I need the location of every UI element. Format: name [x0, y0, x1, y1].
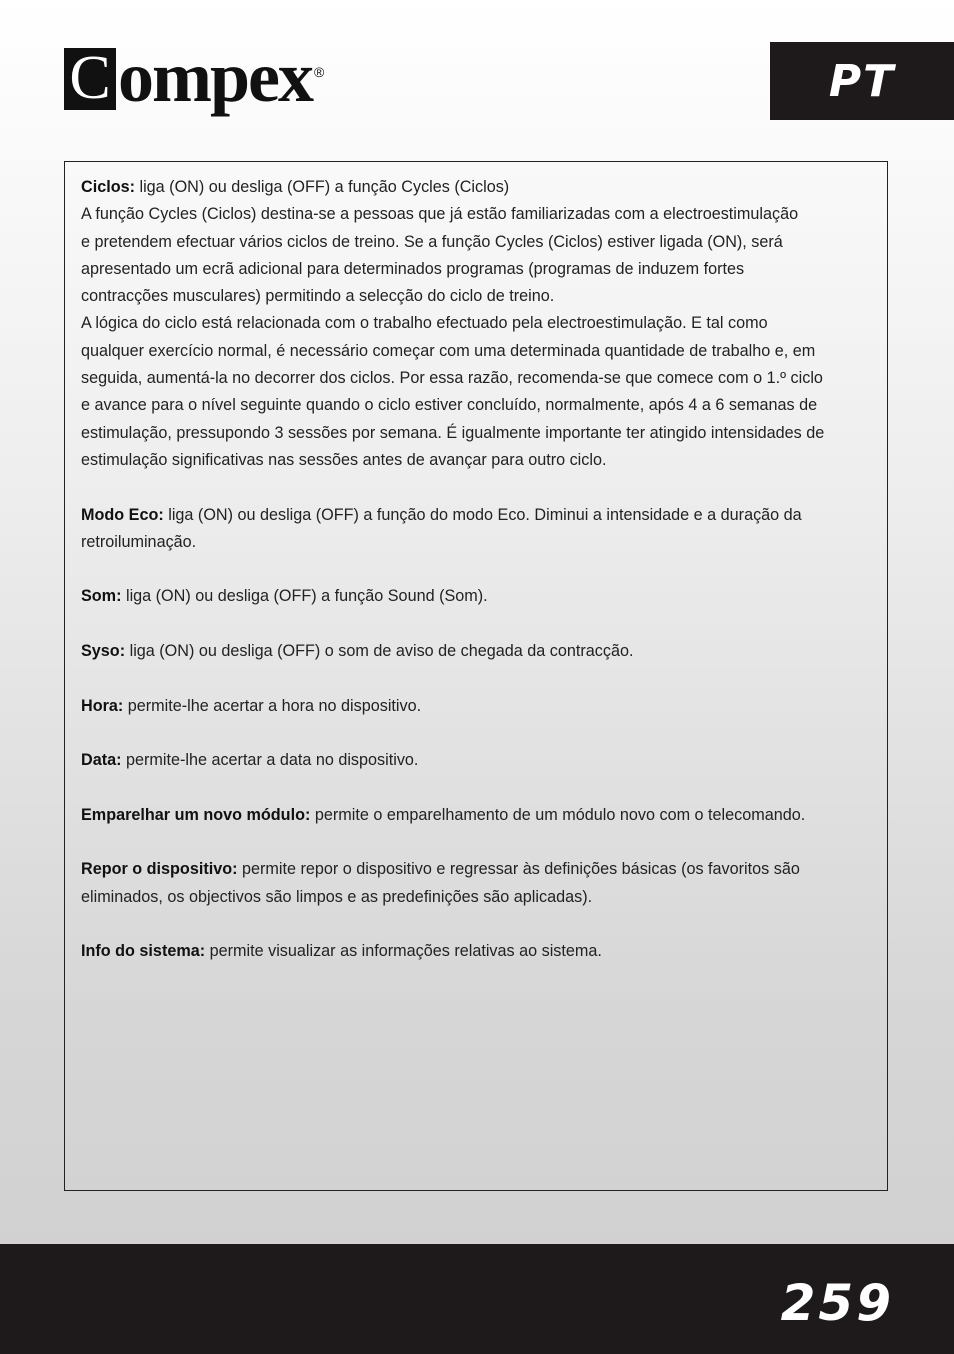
- ciclos-text-1: liga (ON) ou desliga (OFF) a função Cycles (Ciclos): [134, 178, 510, 196]
- logo-initial: C: [64, 48, 116, 110]
- ciclos-line-8: seguida, aumentá-la no decorrer dos ciclos. Por essa razão, recomenda-se que comece com o 1.º ciclo: [81, 369, 823, 388]
- compex-logo: [64, 37, 325, 117]
- info-term: Info do sistema:: [81, 942, 206, 961]
- hora-term: Hora:: [81, 696, 124, 715]
- modo-eco-line-1: [81, 502, 871, 529]
- emparelhar-line: [81, 802, 871, 829]
- modo-eco-text-1: liga (ON) ou desliga (OFF) a função do modo Eco. Diminui a intensidade e a duração da: [163, 505, 802, 524]
- syso-term: Syso:: [81, 642, 126, 661]
- language-badge: [770, 42, 954, 120]
- section-data: [81, 747, 871, 774]
- page-number: 259: [780, 1274, 894, 1332]
- som-line: [81, 583, 871, 610]
- section-modo-eco: [81, 502, 871, 557]
- info-line: [81, 938, 871, 965]
- logo-wordmark: ompex: [118, 37, 312, 117]
- repor-line-2: eliminados, os objectivos são limpos e as predefinições são aplicadas).: [81, 887, 593, 906]
- repor-text-1: permite repor o dispositivo e regressar às definições básicas (os favoritos são: [237, 860, 800, 879]
- data-text: permite-lhe acertar a data no dispositivo.: [121, 751, 419, 770]
- ciclos-line-4: apresentado um ecrã adicional para determinados programas (programas de induzem fortes: [81, 259, 745, 278]
- section-emparelhar: [81, 802, 871, 829]
- repor-term: Repor o dispositivo:: [81, 860, 238, 879]
- section-repor: [81, 856, 871, 911]
- ciclos-line-11: estimulação significativas nas sessões antes de avançar para outro ciclo.: [81, 450, 607, 469]
- footer-bar: [0, 1244, 954, 1354]
- ciclos-line-6: A lógica do ciclo está relacionada com o trabalho efectuado pela electroestimulação. E tal como: [81, 314, 768, 333]
- ciclos-line-5: contracções musculares) permitindo a selecção do ciclo de treino.: [81, 287, 555, 306]
- emparelhar-term: Emparelhar um novo módulo:: [81, 805, 311, 824]
- info-text: permite visualizar as informações relativas ao sistema.: [205, 942, 602, 961]
- ciclos-line-10: estimulação, pressupondo 3 sessões por semana. É igualmente importante ter atingido intensidades de: [81, 423, 825, 442]
- modo-eco-line-2: retroiluminação.: [81, 532, 197, 551]
- content-text: [65, 162, 887, 966]
- registered-mark: ®: [313, 64, 325, 80]
- content-panel: [64, 161, 888, 1191]
- ciclos-line-9: e avance para o nível seguinte quando o ciclo estiver concluído, normalmente, após 4 a 6 semanas de: [81, 396, 818, 415]
- syso-line: [81, 638, 871, 665]
- data-term: Data:: [81, 751, 122, 770]
- section-hora: [81, 693, 871, 720]
- data-line: [81, 747, 871, 774]
- ciclos-line-7: qualquer exercício normal, é necessário começar com uma determinada quantidade de trabalho e, em: [81, 341, 816, 360]
- language-code: PT: [828, 55, 896, 107]
- som-term: Som:: [81, 587, 122, 606]
- section-som: [81, 583, 871, 610]
- modo-eco-term: Modo Eco:: [81, 505, 164, 524]
- ciclos-line-2: A função Cycles (Ciclos) destina-se a pessoas que já estão familiarizadas com a electroestimulação: [81, 205, 799, 224]
- hora-line: [81, 693, 871, 720]
- syso-text: liga (ON) ou desliga (OFF) o som de aviso de chegada da contracção.: [125, 642, 634, 661]
- emparelhar-text: permite o emparelhamento de um módulo novo com o telecomando.: [310, 805, 806, 824]
- section-syso: [81, 638, 871, 665]
- section-info: [81, 938, 871, 965]
- som-text: liga (ON) ou desliga (OFF) a função Sound (Som).: [121, 587, 488, 606]
- ciclos-line-1: [81, 174, 871, 201]
- repor-line-1: [81, 856, 871, 883]
- ciclos-line-3: e pretendem efectuar vários ciclos de treino. Se a função Cycles (Ciclos) estiver ligada (ON), será: [81, 232, 783, 251]
- section-ciclos: [81, 174, 871, 474]
- ciclos-term: Ciclos:: [81, 178, 135, 196]
- hora-text: permite-lhe acertar a hora no dispositivo.: [123, 696, 422, 715]
